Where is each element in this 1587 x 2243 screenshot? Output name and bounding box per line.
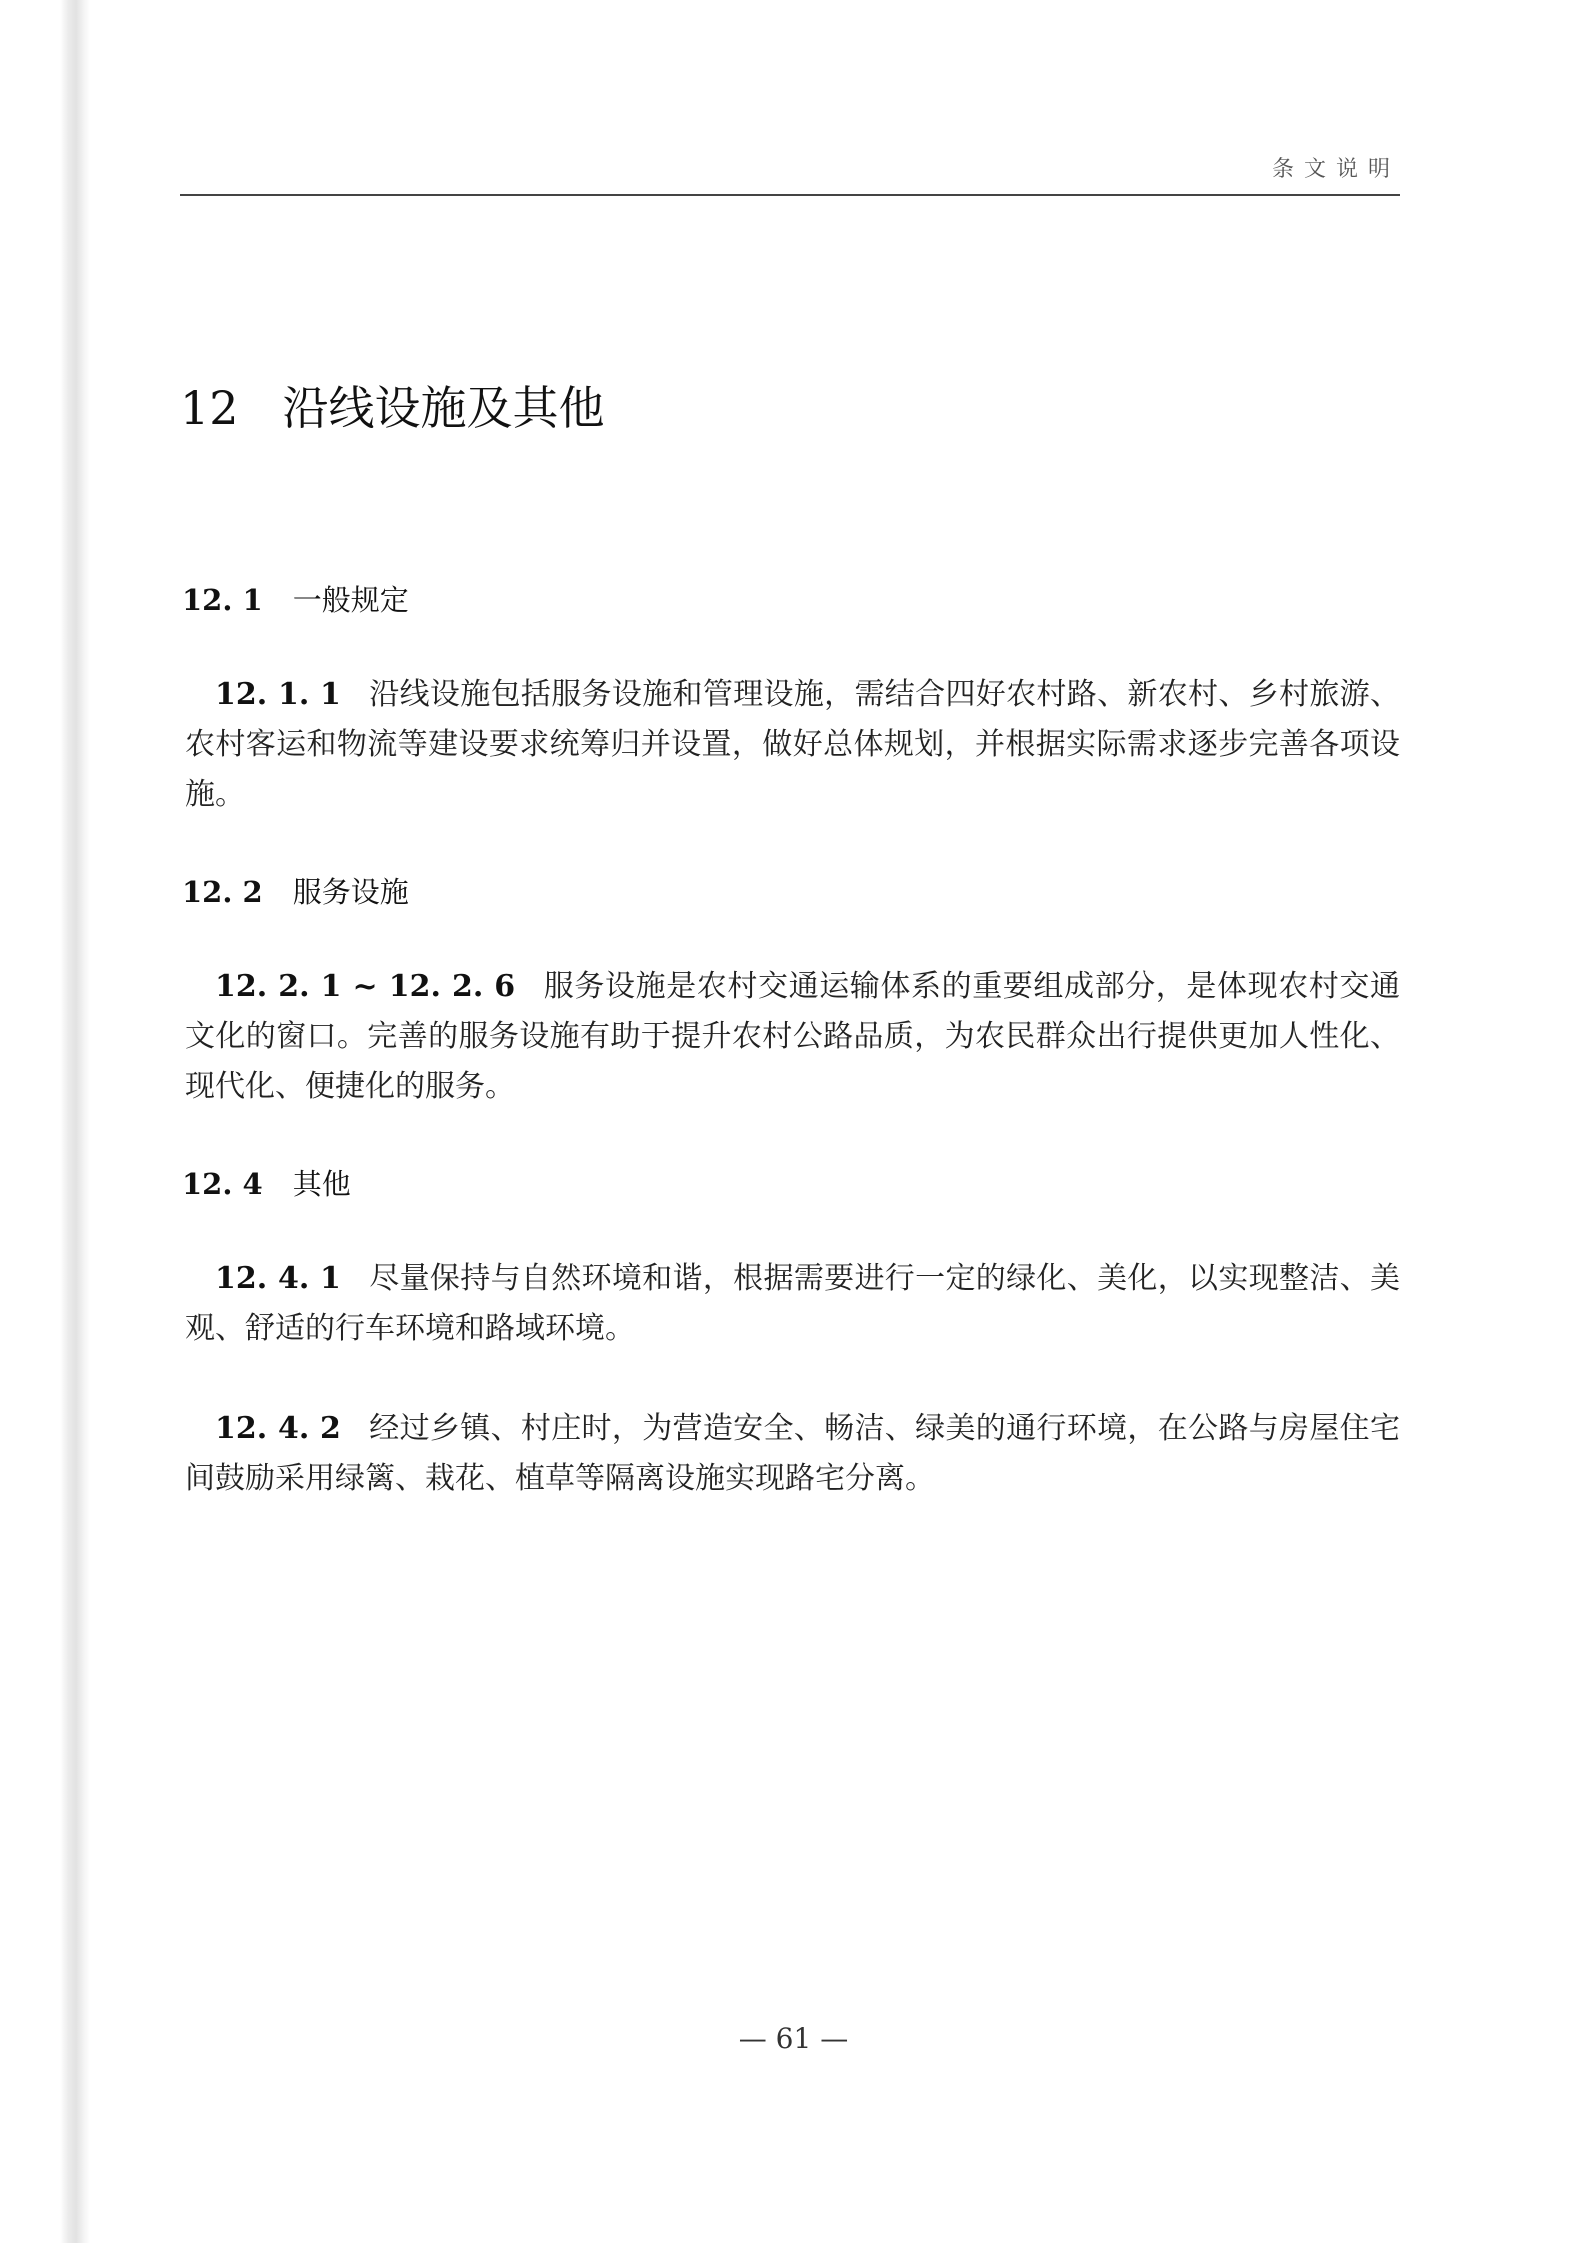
clause-text: 经过乡镇、村庄时，为营造安全、畅洁、绿美的通行环境，在公路与房屋住宅间鼓励采用绿篱、栽花、植草等隔离设施实现路宅分离。 bbox=[185, 1411, 1401, 1496]
section-title: 其他 bbox=[292, 1167, 351, 1201]
clause-number: 12. 4. 2 bbox=[215, 1411, 341, 1446]
clause-12-4-1 bbox=[185, 1254, 1400, 1354]
clause-12-4-2 bbox=[185, 1404, 1400, 1504]
chapter-title bbox=[180, 372, 605, 438]
section-title: 一般规定 bbox=[292, 583, 409, 617]
section-number: 12. 4 bbox=[182, 1167, 263, 1201]
section-number: 12. 2 bbox=[182, 875, 263, 909]
clause-text: 沿线设施包括服务设施和管理设施，需结合四好农村路、新农村、乡村旅游、农村客运和物流等建设要求统筹归并设置，做好总体规划，并根据实际需求逐步完善各项设施。 bbox=[185, 677, 1401, 812]
section-number: 12. 1 bbox=[182, 583, 263, 617]
clause-number: 12. 1. 1 bbox=[215, 677, 341, 712]
clause-number: 12. 4. 1 bbox=[215, 1261, 341, 1296]
chapter-title-text: 沿线设施及其他 bbox=[282, 381, 605, 435]
section-title: 服务设施 bbox=[292, 875, 409, 909]
section-heading-12-1 bbox=[182, 578, 409, 619]
running-header: 条文说明 bbox=[1271, 157, 1400, 182]
clause-12-2-1-to-12-2-6 bbox=[185, 962, 1400, 1112]
section-heading-12-2 bbox=[182, 870, 409, 911]
page-number: — 61 — bbox=[738, 2022, 849, 2055]
chapter-number: 12 bbox=[180, 381, 239, 435]
binding-shadow bbox=[0, 0, 90, 2243]
clause-number: 12. 2. 1 ~ 12. 2. 6 bbox=[215, 969, 516, 1004]
clause-12-1-1 bbox=[185, 670, 1400, 820]
clause-text: 服务设施是农村交通运输体系的重要组成部分，是体现农村交通文化的窗口。完善的服务设施有助于提升农村公路品质，为农民群众出行提供更加人性化、现代化、便捷化的服务。 bbox=[185, 969, 1401, 1104]
section-heading-12-4 bbox=[182, 1162, 351, 1203]
header-rule bbox=[180, 194, 1400, 196]
clause-text: 尽量保持与自然环境和谐，根据需要进行一定的绿化、美化，以实现整洁、美观、舒适的行车环境和路域环境。 bbox=[185, 1261, 1401, 1346]
